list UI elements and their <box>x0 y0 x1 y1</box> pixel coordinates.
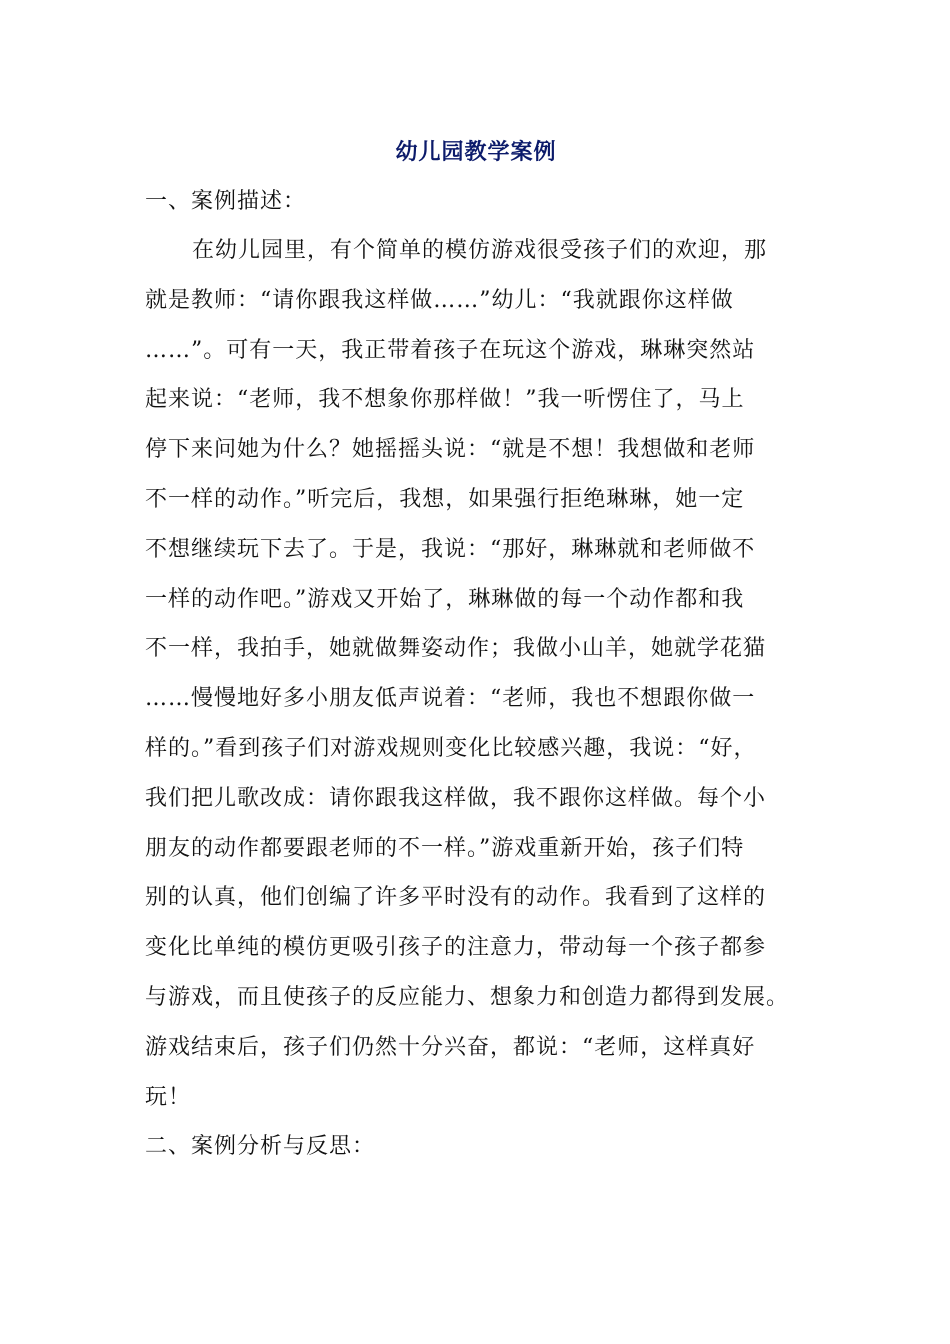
paragraph-line: ……慢慢地好多小朋友低声说着：“老师，我也不想跟你做一 <box>145 686 756 712</box>
paragraph-line: 样的。”看到孩子们对游戏规则变化比较感兴趣，我说：“好， <box>145 735 757 761</box>
paragraph-line: 一样的动作吧。”游戏又开始了，琳琳做的每一个动作都和我 <box>145 586 745 612</box>
paragraph-line: 不一样，我拍手，她就做舞姿动作；我做小山羊，她就学花猫 <box>145 636 767 662</box>
document-page <box>145 128 807 1171</box>
case-description-paragraph <box>145 226 807 1122</box>
paragraph-line: ……”。可有一天，我正带着孩子在玩这个游戏，琳琳突然站 <box>145 337 756 363</box>
paragraph-line: 别的认真，他们创编了许多平时没有的动作。我看到了这样的 <box>145 885 767 911</box>
paragraph-line: 我们把儿歌改成：请你跟我这样做，我不跟你这样做。每个小 <box>145 785 767 811</box>
paragraph-line: 起来说：“老师，我不想象你那样做！”我一听愣住了，马上 <box>145 387 745 413</box>
paragraph-line: 与游戏，而且使孩子的反应能力、想象力和创造力都得到发展。 <box>145 984 790 1010</box>
section-heading-case-analysis: 二、案例分析与反思： <box>145 1134 376 1160</box>
paragraph-line: 变化比单纯的模仿更吸引孩子的注意力，带动每一个孩子都参 <box>145 935 767 961</box>
paragraph-line: 不想继续玩下去了。于是，我说：“那好，琳琳就和老师做不 <box>145 536 756 562</box>
paragraph-line: 不一样的动作。”听完后，我想，如果强行拒绝琳琳，她一定 <box>145 486 745 512</box>
paragraph-line: 停下来问她为什么？她摇摇头说：“就是不想！我想做和老师 <box>145 437 756 463</box>
document-title: 幼儿园教学案例 <box>395 140 557 165</box>
paragraph-line: 朋友的动作都要跟老师的不一样。”游戏重新开始，孩子们特 <box>145 835 745 861</box>
section-heading-case-description: 一、案例描述： <box>145 189 307 214</box>
paragraph-line: 在幼儿园里，有个简单的模仿游戏很受孩子们的欢迎，那 <box>192 238 768 263</box>
paragraph-line: 游戏结束后，孩子们仍然十分兴奋，都说：“老师，这样真好 <box>145 1034 756 1060</box>
paragraph-line: 就是教师：“请你跟我这样做……”幼儿：“我就跟你这样做 <box>145 287 734 313</box>
paragraph-line: 玩！ <box>145 1084 192 1110</box>
